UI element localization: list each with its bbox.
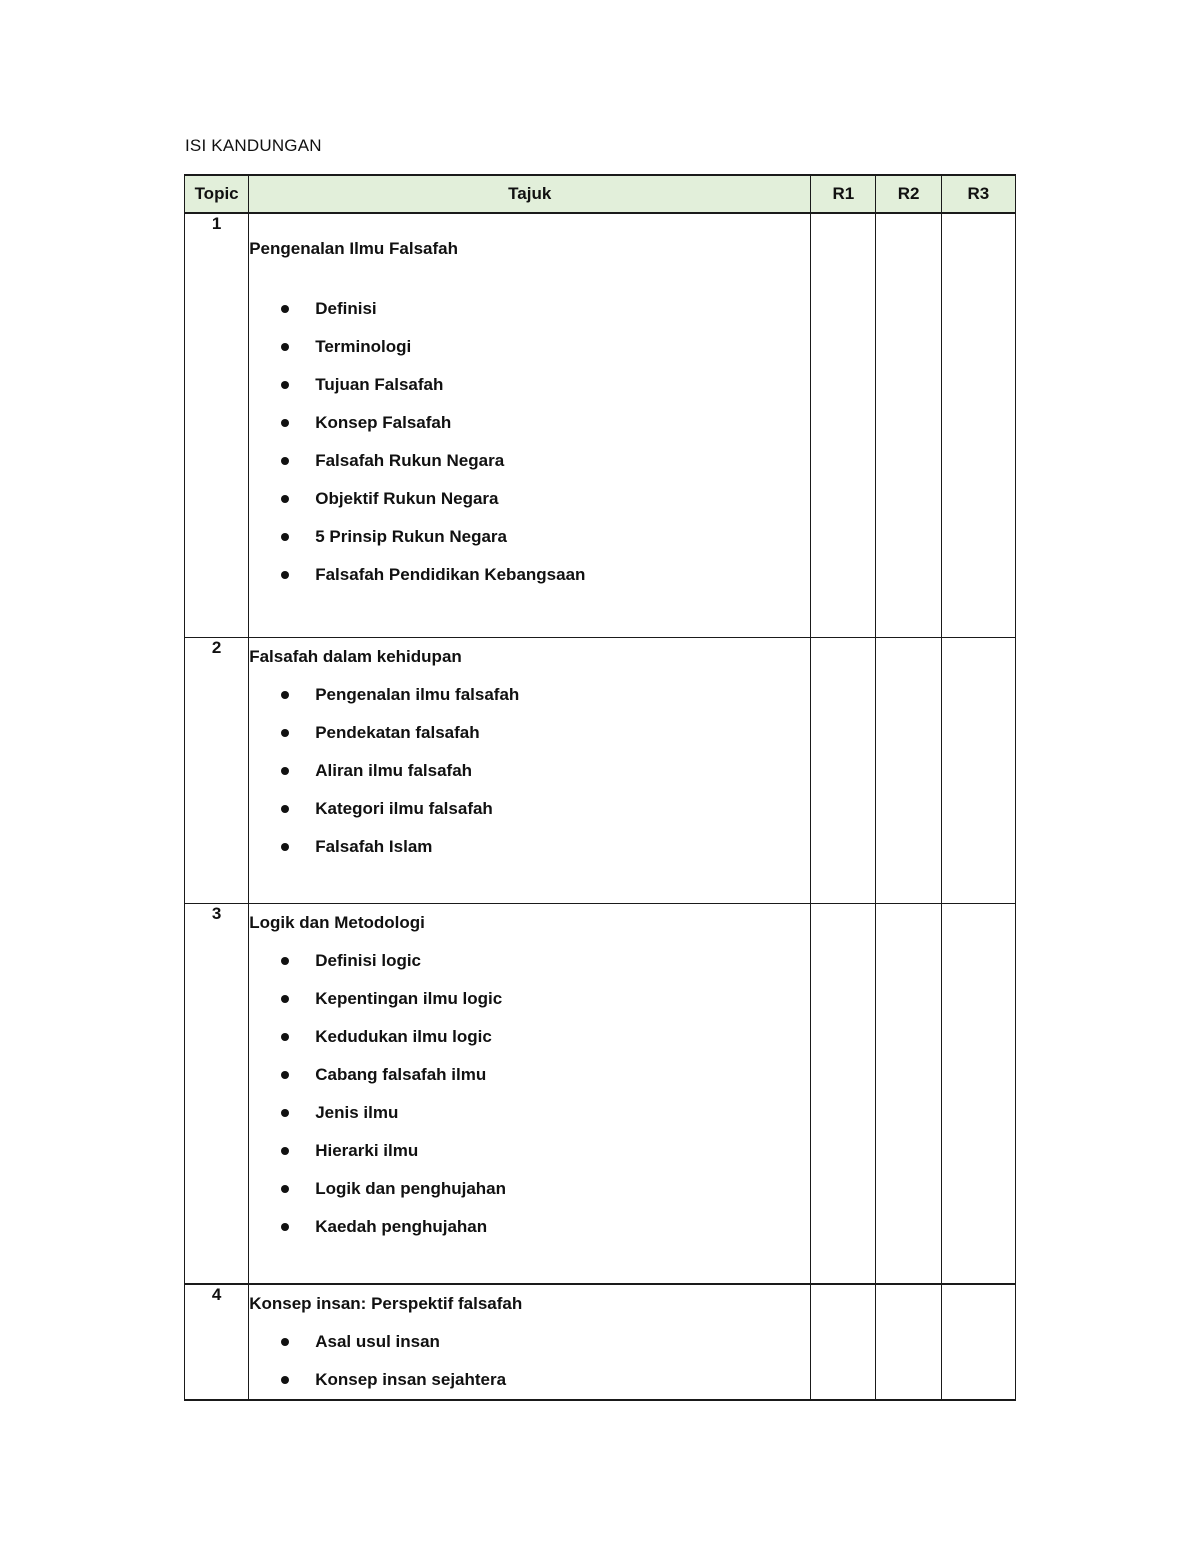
subtopic-list [249, 942, 810, 1246]
r2-cell[interactable] [876, 1284, 941, 1400]
list-item: Hierarki ilmu [249, 1132, 810, 1170]
topic-content [249, 213, 811, 637]
topic-number: 2 [185, 637, 249, 903]
topic-number: 3 [185, 903, 249, 1284]
page-heading: ISI KANDUNGAN [185, 136, 322, 155]
subtopic-list [249, 290, 810, 594]
r1-cell[interactable] [811, 1284, 876, 1400]
topic-number: 4 [185, 1284, 249, 1400]
topic-content [249, 637, 811, 903]
list-item: Kepentingan ilmu logic [249, 980, 810, 1018]
r1-cell[interactable] [811, 903, 876, 1284]
header-tajuk: Tajuk [249, 175, 811, 213]
list-item: Terminologi [249, 328, 810, 366]
list-item: Tujuan Falsafah [249, 366, 810, 404]
list-item: Falsafah Islam [249, 828, 810, 866]
list-item: Objektif Rukun Negara [249, 480, 810, 518]
list-item: Kaedah penghujahan [249, 1208, 810, 1246]
list-item: Asal usul insan [249, 1323, 810, 1361]
r3-cell[interactable] [941, 213, 1015, 637]
list-item: Pengenalan ilmu falsafah [249, 676, 810, 714]
list-item: Definisi [249, 290, 810, 328]
list-item: Logik dan penghujahan [249, 1170, 810, 1208]
list-item: Falsafah Pendidikan Kebangsaan [249, 556, 810, 594]
table-row-topic-2 [185, 637, 1016, 903]
topic-title: Logik dan Metodologi [249, 912, 425, 932]
table-row-topic-1 [185, 213, 1016, 637]
table-row-topic-3 [185, 903, 1016, 1284]
list-item: Cabang falsafah ilmu [249, 1056, 810, 1094]
header-r3: R3 [941, 175, 1015, 213]
header-r2: R2 [876, 175, 941, 213]
list-item: Definisi logic [249, 942, 810, 980]
table-row-topic-4 [185, 1284, 1016, 1400]
list-item: Kedudukan ilmu logic [249, 1018, 810, 1056]
contents-table [184, 174, 1016, 1401]
list-item: Konsep Falsafah [249, 404, 810, 442]
topic-content [249, 1284, 811, 1400]
topic-title: Pengenalan Ilmu Falsafah [249, 239, 458, 258]
topic-content [249, 903, 811, 1284]
topic-number: 1 [185, 213, 249, 637]
r2-cell[interactable] [876, 637, 941, 903]
r3-cell[interactable] [941, 903, 1015, 1284]
table-header-row [185, 175, 1016, 213]
r3-cell[interactable] [941, 637, 1015, 903]
r1-cell[interactable] [811, 213, 876, 637]
list-item: 5 Prinsip Rukun Negara [249, 518, 810, 556]
list-item: Pendekatan falsafah [249, 714, 810, 752]
list-item: Aliran ilmu falsafah [249, 752, 810, 790]
r2-cell[interactable] [876, 903, 941, 1284]
header-r1: R1 [811, 175, 876, 213]
list-item: Kategori ilmu falsafah [249, 790, 810, 828]
list-item: Jenis ilmu [249, 1094, 810, 1132]
r3-cell[interactable] [941, 1284, 1015, 1400]
list-item: Falsafah Rukun Negara [249, 442, 810, 480]
r1-cell[interactable] [811, 637, 876, 903]
list-item: Konsep insan sejahtera [249, 1361, 810, 1399]
header-topic: Topic [185, 175, 249, 213]
r2-cell[interactable] [876, 213, 941, 637]
subtopic-list [249, 676, 810, 866]
topic-title: Konsep insan: Perspektif falsafah [249, 1294, 523, 1313]
subtopic-list [249, 1323, 810, 1399]
topic-title: Falsafah dalam kehidupan [249, 646, 462, 666]
